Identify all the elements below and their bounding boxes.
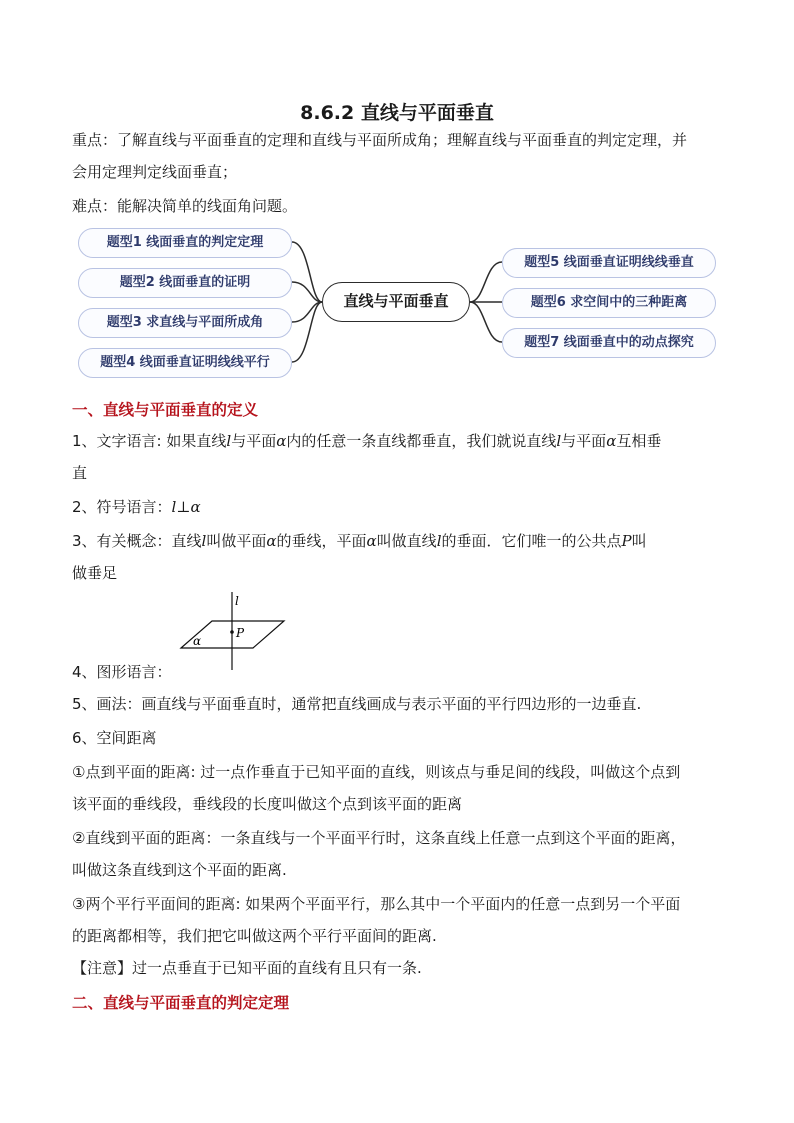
difficulty-line: 难点：能解决简单的线面角问题。	[72, 197, 298, 215]
space-distance-line: 6、空间距离	[72, 729, 157, 747]
mindmap-node-type5: 题型5 线面垂直证明线线垂直	[502, 248, 716, 278]
section2-heading: 二、直线与平面垂直的判定定理	[72, 994, 290, 1012]
note-line: 【注意】过一点垂直于已知平面的直线有且只有一条.	[72, 959, 422, 977]
definition-text-line1: 1、文字语言: 如果直线l与平面α内的任意一条直线都垂直，我们就说直线l与平面α互相垂	[72, 432, 662, 450]
point-plane-distance-line1: ①点到平面的距离: 过一点作垂直于已知平面的直线，则该点与垂足间的线段，叫做这个点到	[72, 763, 681, 781]
definition-text-line2: 直	[72, 464, 88, 482]
mindmap-node-type2: 题型2 线面垂直的证明	[78, 268, 292, 298]
page-title: 8.6.2 直线与平面垂直	[300, 102, 494, 124]
mindmap-node-type7: 题型7 线面垂直中的动点探究	[502, 328, 716, 358]
line-plane-distance-line2: 叫做这条直线到这个平面的距离.	[72, 861, 287, 879]
mindmap-node-type3: 题型3 求直线与平面所成角	[78, 308, 292, 338]
concepts-line2: 做垂足	[72, 564, 118, 582]
mindmap-node-type4: 题型4 线面垂直证明线线平行	[78, 348, 292, 378]
label-alpha: α	[193, 634, 202, 648]
key-points-line2: 会用定理判定线面垂直；	[72, 163, 238, 181]
mindmap-node-type1: 题型1 线面垂直的判定定理	[78, 228, 292, 258]
point-plane-distance-line2: 该平面的垂线段，垂线段的长度叫做这个点到该平面的距离	[72, 795, 463, 813]
symbol-language-line: 2、符号语言：l⊥α	[72, 498, 201, 516]
mindmap-center-node: 直线与平面垂直	[322, 282, 470, 322]
plane-plane-distance-line2: 的距离都相等，我们把它叫做这两个平行平面间的距离.	[72, 927, 437, 945]
graphic-language-line: 4、图形语言：	[72, 663, 172, 681]
section1-heading: 一、直线与平面垂直的定义	[72, 401, 259, 419]
key-points-line1: 重点：了解直线与平面垂直的定理和直线与平面所成角；理解直线与平面垂直的判定定理，并	[72, 131, 688, 149]
label-l: l	[235, 594, 239, 608]
plane-plane-distance-line1: ③两个平行平面间的距离: 如果两个平面平行，那么其中一个平面内的任意一点到另一个平面	[72, 895, 681, 913]
drawing-method-line: 5、画法：画直线与平面垂直时，通常把直线画成与表示平面的平行四边形的一边垂直.	[72, 695, 642, 713]
concepts-line1: 3、有关概念：直线l叫做平面α的垂线，平面α叫做直线l的垂面．它们唯一的公共点P叫	[72, 532, 647, 550]
label-P: P	[236, 626, 245, 640]
mindmap-node-type6: 题型6 求空间中的三种距离	[502, 288, 716, 318]
foot-point-P	[230, 630, 234, 634]
line-plane-distance-line1: ②直线到平面的距离：一条直线与一个平面平行时，这条直线上任意一点到这个平面的距离，	[72, 829, 686, 847]
